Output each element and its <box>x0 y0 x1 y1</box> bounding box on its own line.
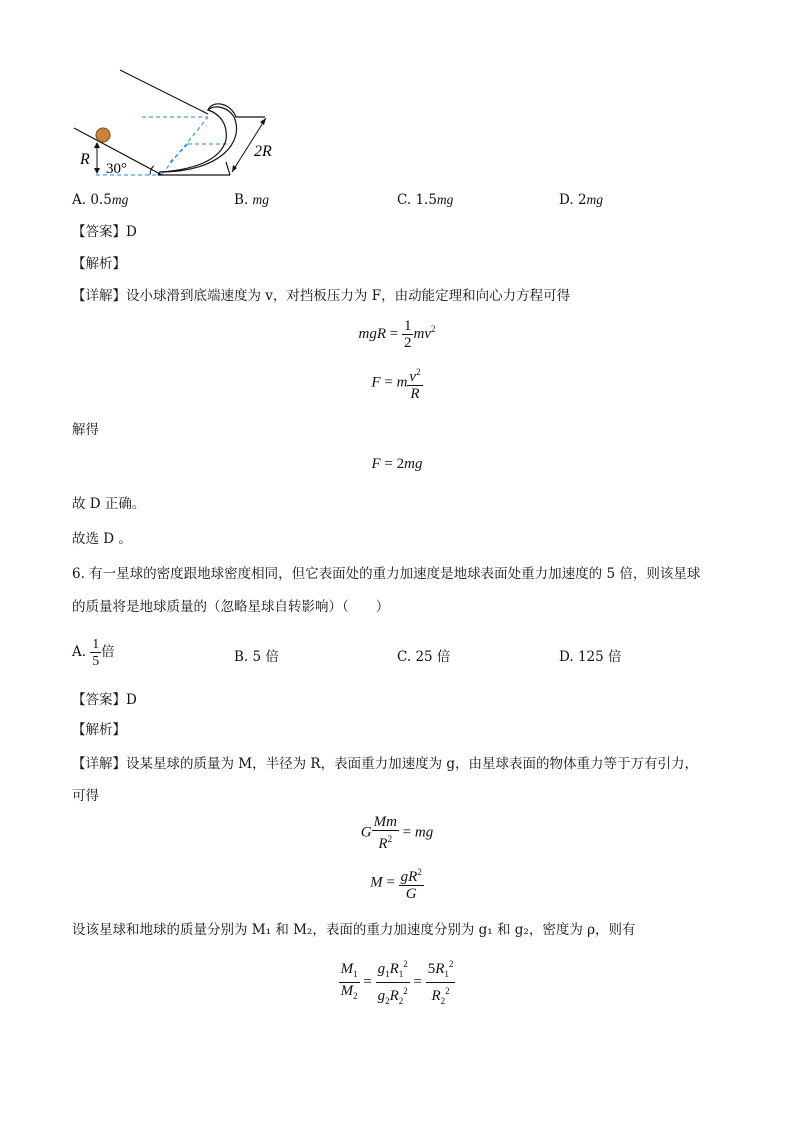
incline-figure <box>70 62 290 184</box>
equation-centripetal: F = m $\frac{v^2}{R}$ <box>0 364 794 402</box>
q5-answer-line: 【答案】D <box>72 224 137 240</box>
q6-stem-line-1: 6. 有一星球的密度跟地球密度相同，但它表面处的重力加速度是地球表面处重力加速度的 5 倍，则该星球 <box>72 566 701 582</box>
two-r-arrowhead-top <box>260 118 266 125</box>
label-angle: 30° <box>106 161 127 177</box>
ball <box>96 128 110 142</box>
helper-dashed-diag <box>162 117 208 174</box>
equation-gravity: G $\frac{Mm}{R^2}$ = mg <box>360 814 434 852</box>
r-arrowhead-top <box>94 142 100 148</box>
q5-analysis-label: 【解析】 <box>72 256 126 272</box>
equation-mass: M = $\frac{gR^2}{G}$ <box>0 864 794 902</box>
label-r: R <box>80 151 90 168</box>
q6-option-a: A. $\frac{1}{5}$ 倍 <box>72 636 115 668</box>
equation-result: F = 2mg <box>371 456 423 472</box>
equation-energy: mgR = $\frac{1}{2}$ $mv^2$ <box>358 318 436 351</box>
q5-option-d: D. 2mg <box>559 192 604 208</box>
baffle-right-edge <box>226 162 230 175</box>
helper-dashed-diag2 <box>170 144 188 162</box>
q6-stem-line-2: 的质量将是地球质量的（忽略星球自转影响）（ ） <box>72 599 390 615</box>
upper-incline-line <box>120 70 208 114</box>
q6-analysis-label: 【解析】 <box>72 722 126 738</box>
equation-mass-ratio: $\frac{M_1}{M_2}$ = $\frac{g_1R_1^2}{g_2R_2^2}$ = $\frac{5R_1^2}{R_2^2}$ <box>0 956 794 1009</box>
q5-conclusion-1: 故 D 正确。 <box>72 496 146 512</box>
q6-option-c: C. 25 倍 <box>397 649 451 665</box>
q5-detail-line: 【详解】设小球滑到底端速度为 v，对挡板压力为 F，由动能定理和向心力方程可得 <box>72 288 571 304</box>
q6-option-d: D. 125 倍 <box>559 649 622 665</box>
q5-conclusion-2: 故选 D 。 <box>72 531 132 547</box>
q6-detail-line-3: 设该星球和地球的质量分别为 M₁ 和 M₂，表面的重力加速度分别为 g₁ 和 g₂，密度为 ρ，则有 <box>72 922 636 938</box>
q6-detail-line-2: 可得 <box>72 788 99 804</box>
q5-option-b: B. mg <box>234 192 270 208</box>
semicircle-baffle-outer <box>158 107 237 175</box>
r-arrowhead-bottom <box>94 168 100 174</box>
q5-option-a: A. 0.5mg <box>72 192 129 208</box>
q6-answer-line: 【答案】D <box>72 692 137 708</box>
q6-detail-line-1: 【详解】设某星球的质量为 M，半径为 R，表面重力加速度为 g，由星球表面的物体重力等于万有引力， <box>72 756 699 772</box>
q6-option-b: B. 5 倍 <box>234 649 279 665</box>
q5-option-c: C. 1.5mg <box>397 192 454 208</box>
q5-solve-label: 解得 <box>72 422 99 438</box>
label-2r: 2R <box>254 143 272 160</box>
